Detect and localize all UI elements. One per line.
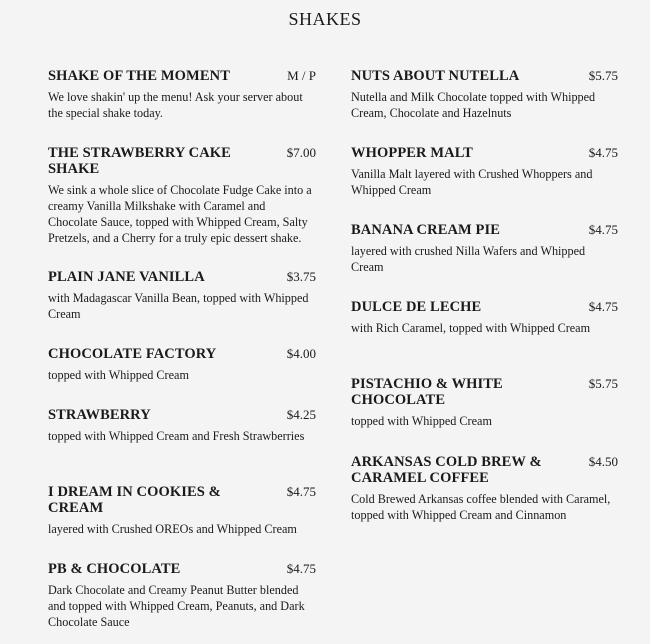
item-description: with Madagascar Vanilla Bean, topped with Whipped Cream (48, 291, 309, 321)
menu-item (48, 68, 316, 121)
item-price: $3.75 (286, 269, 316, 284)
menu-item (48, 269, 316, 322)
page-title: SHAKES (288, 9, 362, 29)
item-price: $4.25 (286, 407, 316, 422)
menu-item (351, 454, 618, 523)
menu-item (351, 68, 618, 121)
item-price: $4.75 (588, 145, 618, 160)
item-description: We sink a whole slice of Chocolate Fudge Cake into a creamy Vanilla Milkshake with Caramel and Chocolate Sauce, topped with Whipped Cream, Salty Pretzels, and a Cherry for a truly epic dessert shake. (48, 183, 312, 245)
item-name: THE STRAWBERRY CAKE SHAKE (48, 145, 231, 177)
menu-item (351, 299, 618, 336)
item-name: I DREAM IN COOKIES & CREAM (48, 484, 221, 516)
menu-item (351, 145, 618, 198)
item-price: M / P (287, 68, 316, 83)
item-name: WHOPPER MALT (351, 145, 473, 161)
item-description: Cold Brewed Arkansas coffee blended with Caramel, topped with Whipped Cream and Cinnamon (351, 492, 611, 522)
item-name: DULCE DE LECHE (351, 299, 482, 315)
item-description: with Rich Caramel, topped with Whipped Cream (351, 321, 591, 335)
item-description: topped with Whipped Cream (351, 414, 492, 428)
item-price: $4.75 (286, 561, 316, 576)
item-price: $5.75 (588, 68, 618, 83)
item-description: layered with crushed Nilla Wafers and Whipped Cream (351, 244, 586, 274)
menu-item (48, 484, 316, 537)
item-name: CHOCOLATE FACTORY (48, 346, 217, 362)
item-description: Dark Chocolate and Creamy Peanut Butter blended and topped with Whipped Cream, Peanuts, and Dark Chocolate Sauce (48, 583, 305, 629)
item-name: SHAKE OF THE MOMENT (48, 68, 230, 84)
item-description: Nutella and Milk Chocolate topped with Whipped Cream, Chocolate and Hazelnuts (351, 90, 596, 120)
menu-item (48, 407, 316, 444)
item-description: topped with Whipped Cream (48, 368, 189, 382)
item-name: STRAWBERRY (48, 407, 151, 423)
item-name: BANANA CREAM PIE (351, 222, 501, 238)
menu-item (351, 376, 618, 429)
menu-item (48, 145, 316, 246)
item-name: PISTACHIO & WHITE CHOCOLATE (351, 376, 503, 408)
item-description: We love shakin' up the menu! Ask your server about the special shake today. (48, 90, 303, 120)
menu-item (351, 222, 618, 275)
item-description: Vanilla Malt layered with Crushed Whoppers and Whipped Cream (351, 167, 593, 197)
menu-item (48, 561, 316, 630)
item-price: $4.75 (286, 484, 316, 499)
menu-item (48, 346, 316, 383)
item-description: layered with Crushed OREOs and Whipped Cream (48, 522, 297, 536)
item-price: $4.75 (588, 299, 618, 314)
item-price: $4.00 (286, 346, 316, 361)
item-price: $5.75 (588, 376, 618, 391)
item-description: topped with Whipped Cream and Fresh Strawberries (48, 429, 305, 443)
item-price: $4.50 (588, 454, 618, 469)
item-name: NUTS ABOUT NUTELLA (351, 68, 520, 84)
item-name: PLAIN JANE VANILLA (48, 269, 205, 285)
item-name: PB & CHOCOLATE (48, 561, 181, 577)
item-price: $4.75 (588, 222, 618, 237)
item-name: ARKANSAS COLD BREW & CARAMEL COFFEE (351, 454, 542, 486)
item-price: $7.00 (286, 145, 316, 160)
